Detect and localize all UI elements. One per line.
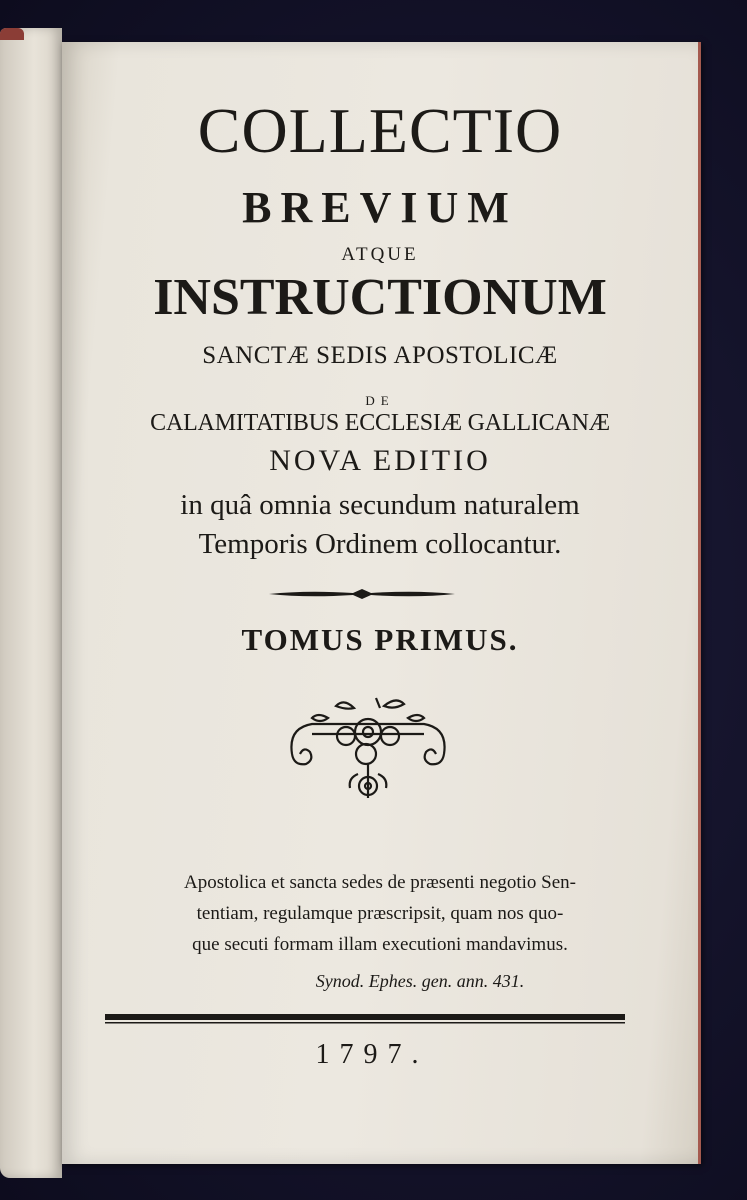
title-atque: ATQUE <box>341 244 419 265</box>
subtitle-de: DE <box>365 393 395 408</box>
left-page <box>0 28 62 1178</box>
subtitle-calamitatibus: CALAMITATIBUS ECCLESIÆ GALLICANÆ <box>150 410 610 436</box>
subtitle-sanctae-sedis: SANCTÆ SEDIS APOSTOLICÆ <box>202 342 558 369</box>
edition-statement: NOVA EDITIO <box>269 444 491 477</box>
left-page-binding <box>0 28 24 40</box>
volume-title: TOMUS PRIMUS. <box>241 622 519 657</box>
publication-year: 1797. <box>315 1039 429 1070</box>
epigraph-line-2: tentiam, regulamque præscripsit, quam nos quo- <box>196 903 564 924</box>
description-line-1: in quâ omnia secundum naturalem <box>180 489 580 521</box>
epigraph-line-1: Apostolica et sancta sedes de præsenti negotio Sen- <box>183 872 577 893</box>
description-line-2: Temporis Ordinem collocantur. <box>198 528 562 560</box>
title-brevium: BREVIUM <box>242 183 518 232</box>
ornamental-rule-icon <box>267 587 457 601</box>
floral-vignette-icon <box>284 694 452 812</box>
title-collectio: COLLECTIO <box>197 95 563 166</box>
title-page-text <box>62 42 698 1164</box>
epigraph-line-3: que secuti formam illam executioni mandavimus. <box>192 934 568 955</box>
epigraph-source: Synod. Ephes. gen. ann. 431. <box>315 971 525 991</box>
title-instructionum: INSTRUCTIONUM <box>153 269 607 326</box>
double-rule-divider <box>105 1012 625 1026</box>
title-page <box>62 42 701 1164</box>
